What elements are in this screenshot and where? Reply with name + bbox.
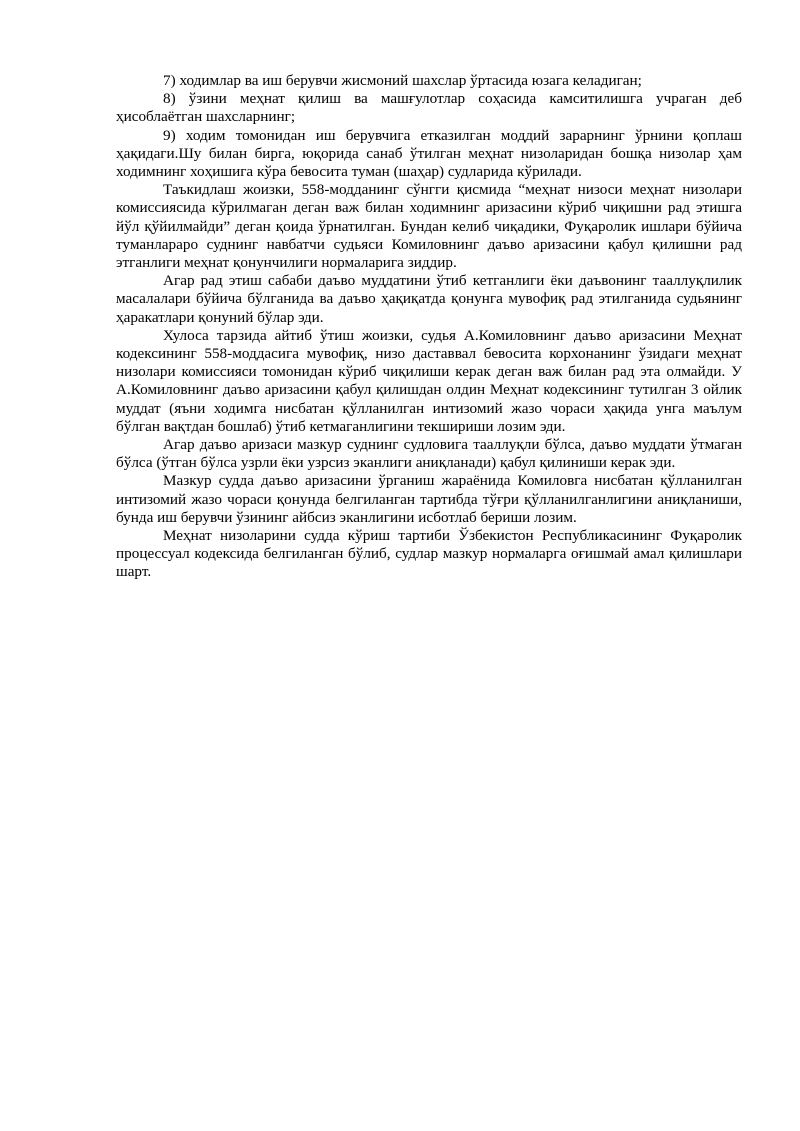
paragraph-item-8: 8) ўзини меҳнат қилиш ва машғулотлар соҳасида камситилишга учраган деб ҳисоблаётган шахсларнинг; — [116, 90, 742, 126]
document-page — [116, 72, 742, 582]
paragraph-item-7: 7) ходимлар ва иш берувчи жисмоний шахслар ўртасида юзага келадиган; — [163, 72, 642, 89]
paragraph-court-review: Мазкур судда даъво аризасини ўрганиш жараёнида Комиловга нисбатан қўлланилган интизомий жазо чораси қонунда белгиланган тартибда тўғри қўлланилганлигини аниқланиши, бунда иш берувчи ўзининг айбсиз эканлигини исботлаб бериши лозим. — [116, 472, 742, 526]
paragraph-procedure: Меҳнат низоларини судда кўриш тартиби Ўзбекистон Республикасининг Фуқаролик процессуал кодексида белгиланган бўлиб, судлар мазкур нормаларга оғишмай амал қилишлари шарт. — [116, 527, 742, 581]
paragraph-conclusion: Хулоса тарзида айтиб ўтиш жоизки, судья А.Комиловнинг даъво аризасини Меҳнат кодексининг 558-моддасига мувофиқ, низо даставвал бевосита корхонанинг ўзидаги меҳнат низолари комиссияси томонидан кўриб чиқилиши керак деган важ билан рад эта олмайди. У А.Комиловнинг даъво аризасини қабул қилишдан олдин Меҳнат кодексининг тутилган 3 ойлик муддат (яъни ходимга нисбатан қўлланилган интизомий жазо чораси ҳақида унга маълум бўлган вақтдан бошлаб) ўтиб кетмаганлигини текшириши лозим эди. — [116, 326, 742, 435]
paragraph-article-558: Таъкидлаш жоизки, 558-модданинг сўнгги қисмида “меҳнат низоси меҳнат низолари комиссиясида кўрилмаган деган важ билан ходимнинг аризасини кўриб чиқишни рад этишга йўл қўйилмайди” деган қоида ўрнатилган. Бундан келиб чиқадики, Фуқаролик ишлари бўйича туманлараро суднинг навбатчи судьяси Комиловнинг даъво аризасини қабул қилишни рад этганлиги меҳнат қонунчилиги нормаларига зиддир. — [116, 181, 742, 272]
paragraph-rejection-reason: Агар рад этиш сабаби даъво муддатини ўтиб кетганлиги ёки даъвонинг тааллуқлилик масалалари бўйича бўлганида ва даъво ҳақиқатда қонунга мувофиқ рад этилганида судьянинг ҳаракатлари қонуний бўлар эди. — [116, 272, 742, 326]
paragraph-jurisdiction: Агар даъво аризаси мазкур суднинг судловига тааллуқли бўлса, даъво муддати ўтмаган бўлса (ўтган бўлса узрли ёки узрсиз эканлиги аниқланади) қабул қилиниши керак эди. — [116, 436, 742, 472]
paragraph-item-9: 9) ходим томонидан иш берувчига етказилган моддий зарарнинг ўрнини қоплаш ҳақидаги.Шу билан бирга, юқорида санаб ўтилган меҳнат низоларидан бошқа низолар ҳам ходимнинг хоҳишига кўра бевосита туман (шаҳар) судларида кўрилади. — [116, 126, 742, 181]
